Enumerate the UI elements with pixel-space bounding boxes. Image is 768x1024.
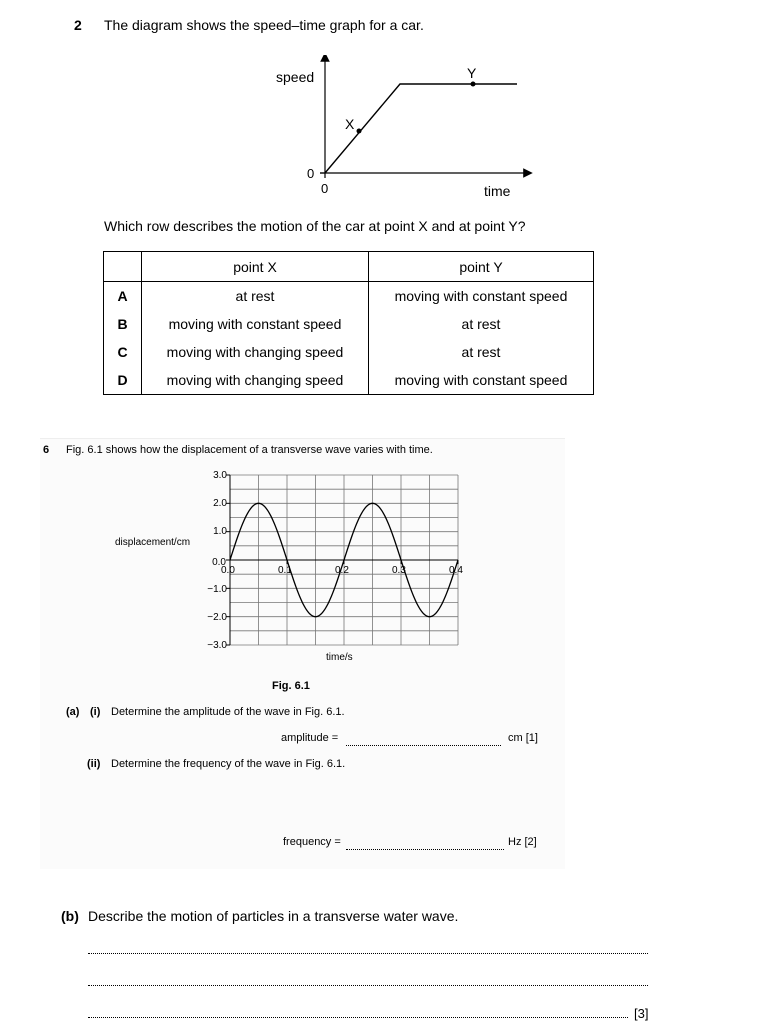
x-tick-label: 0.3 xyxy=(392,565,406,576)
answer-line[interactable] xyxy=(88,984,648,986)
origin-y-label: 0 xyxy=(307,166,315,181)
header-point-x: point X xyxy=(142,252,369,282)
part-a-i-label: (i) xyxy=(90,706,101,718)
wave-chart xyxy=(100,463,470,668)
y-tick-label: 2.0 xyxy=(213,498,227,509)
frequency-unit: Hz [2] xyxy=(508,836,537,848)
table-row xyxy=(104,310,594,338)
point-y-marker xyxy=(471,82,476,87)
point-y-label: Y xyxy=(467,65,477,81)
y-tick-label: 0.0 xyxy=(212,557,226,568)
row-letter: B xyxy=(104,310,142,338)
question-2-stem: The diagram shows the speed–time graph for a car. xyxy=(104,17,424,33)
part-a-ii-text: Determine the frequency of the wave in Fig. 6.1. xyxy=(111,758,346,770)
row-point-y: at rest xyxy=(369,338,594,366)
part-a-i-text: Determine the amplitude of the wave in Fig. 6.1. xyxy=(111,706,345,718)
table-row xyxy=(104,366,594,395)
row-letter: D xyxy=(104,366,142,395)
time-axis-label: time xyxy=(484,183,511,199)
amplitude-unit: cm [1] xyxy=(508,732,538,744)
table-row xyxy=(104,338,594,366)
origin-x-label: 0 xyxy=(321,181,329,196)
figure-caption: Fig. 6.1 xyxy=(272,680,310,692)
header-blank xyxy=(104,252,142,282)
answer-table-header xyxy=(104,252,594,282)
y-tick-label: −3.0 xyxy=(207,640,227,651)
x-tick-label: 0.0 xyxy=(221,565,235,576)
row-letter: C xyxy=(104,338,142,366)
y-tick-label: 3.0 xyxy=(213,470,227,481)
wave-axes xyxy=(226,475,458,645)
part-a-label: (a) xyxy=(66,706,80,718)
question-6-number: 6 xyxy=(43,444,50,456)
frequency-label: frequency = xyxy=(283,836,341,848)
amplitude-answer-line[interactable] xyxy=(346,733,501,751)
speed-axis-label: speed xyxy=(276,69,315,85)
frequency-answer-line[interactable] xyxy=(346,837,504,855)
point-x-marker xyxy=(357,129,362,134)
part-b-label: (b) xyxy=(61,908,79,924)
table-row xyxy=(104,282,594,311)
row-letter: A xyxy=(104,282,142,311)
question-6-stem: Fig. 6.1 shows how the displacement of a transverse wave varies with time. xyxy=(66,444,433,456)
y-tick-label: −2.0 xyxy=(207,612,227,623)
row-point-y: at rest xyxy=(369,310,594,338)
part-b-text: Describe the motion of particles in a transverse water wave. xyxy=(88,908,459,924)
y-tick-label: 1.0 xyxy=(213,526,227,537)
x-tick-label: 0.1 xyxy=(278,565,292,576)
part-a-ii-label: (ii) xyxy=(87,758,101,770)
part-b-marks: [3] xyxy=(634,1006,649,1021)
row-point-y: moving with constant speed xyxy=(369,366,594,395)
speed-time-graph xyxy=(270,55,540,205)
row-point-x: moving with constant speed xyxy=(142,310,369,338)
point-x-label: X xyxy=(345,116,355,132)
question-2-ask: Which row describes the motion of the car at point X and at point Y? xyxy=(104,218,526,234)
row-point-x: at rest xyxy=(142,282,369,311)
y-axis-label: displacement/cm xyxy=(115,537,191,548)
question-2-number: 2 xyxy=(74,17,82,33)
answer-line[interactable] xyxy=(88,952,648,954)
x-tick-label: 0.4 xyxy=(449,565,463,576)
row-point-x: moving with changing speed xyxy=(142,366,369,395)
header-point-y: point Y xyxy=(369,252,594,282)
answer-line[interactable] xyxy=(88,1016,628,1018)
y-tick-label: −1.0 xyxy=(207,584,227,595)
x-tick-label: 0.2 xyxy=(335,565,349,576)
x-axis-label: time/s xyxy=(326,652,353,663)
answer-table xyxy=(103,251,594,395)
amplitude-label: amplitude = xyxy=(281,732,339,744)
row-point-x: moving with changing speed xyxy=(142,338,369,366)
row-point-y: moving with constant speed xyxy=(369,282,594,311)
